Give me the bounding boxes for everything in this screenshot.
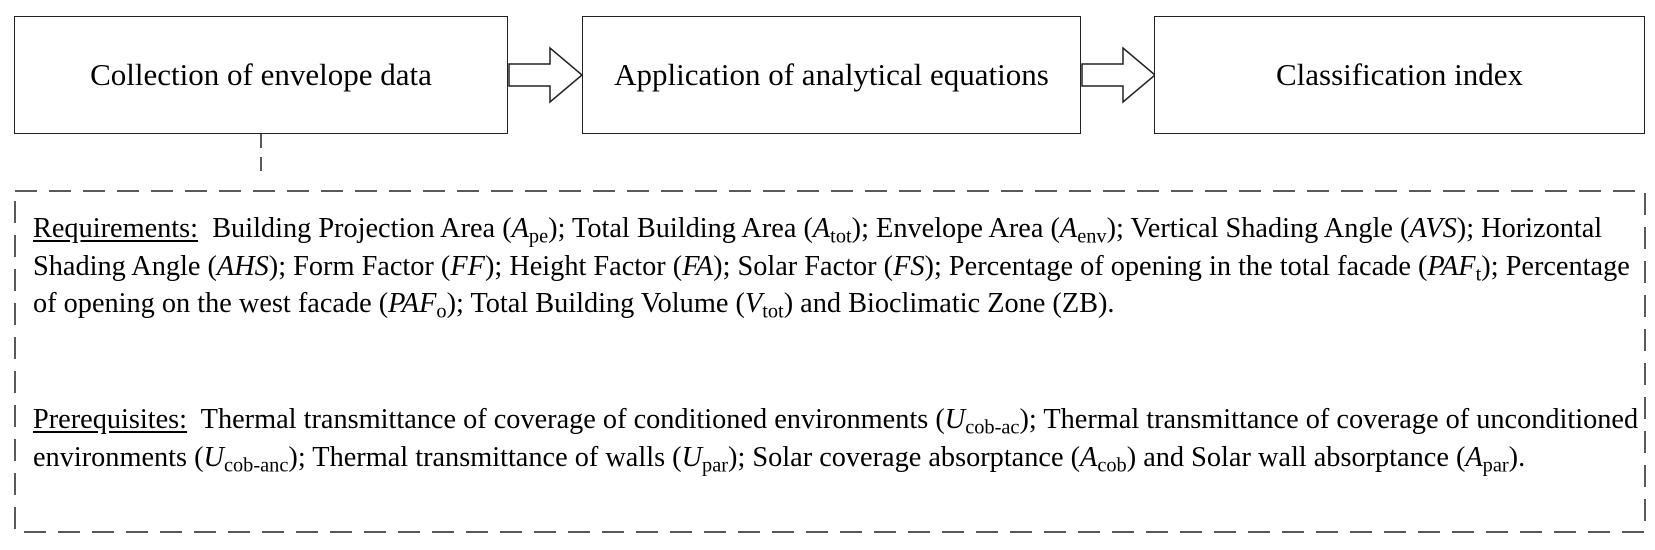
prerequisites-item-subscript: par	[1482, 454, 1509, 477]
step-box-classification-index	[1154, 16, 1645, 134]
prerequisites-item-text: Thermal transmittance of coverage of conditioned environments (	[200, 404, 945, 435]
requirements-item-symbol: FS	[893, 250, 925, 282]
dashed-connector	[0, 134, 1655, 194]
step-box-analytical-equations	[582, 16, 1081, 134]
requirements-item-text: Total Building Volume (	[470, 288, 745, 319]
requirements-item-text: Envelope Area (	[876, 213, 1060, 244]
requirements-item-text: Total Building Area (	[572, 213, 813, 244]
requirements-item-text: Percentage of opening on the west facade (	[33, 250, 1630, 319]
prerequisites-heading: Prerequisites:	[33, 404, 188, 435]
prerequisites-item-symbol: A	[1465, 441, 1483, 473]
prerequisites-item-subscript: par	[702, 454, 729, 477]
requirements-item-symbol: FA	[682, 250, 714, 282]
prerequisites-item-text: )	[288, 441, 298, 473]
requirements-item-text: Form Factor (	[293, 250, 451, 282]
requirements-item-symbol: A	[1059, 213, 1078, 244]
requirements-item-symbol: AHS	[216, 250, 269, 282]
requirements-item-subscript: tot	[762, 300, 784, 323]
requirements-item-text: )	[446, 288, 456, 319]
requirements-item-text: )	[1106, 213, 1117, 244]
arrow-right-icon	[1081, 46, 1157, 104]
requirements-text: Requirements: Building Projection Area $(A_{pe})$; Total Building Area $(A_{tot})$; Envelope Area $(A_{env})$; Vertical Shading Angle (AVS); Horizontal Shading Angle (AHS); Form Factor (FF); Height Factor (FA); Solar Factor (FS); Percentage of opening in the total facade $(PAF_t)$; Percentage of opening on the west facade $(PAF_o)$; Total Building Volume $(V_{tot})$ and Bioclimatic Zone (ZB).	[33, 213, 1630, 323]
requirements-item-text: )	[713, 250, 723, 282]
requirements-heading: Requirements:	[33, 213, 199, 244]
requirements-item-text: Height Factor (	[509, 250, 683, 282]
arrow-right-icon	[508, 46, 584, 104]
prerequisites-item-text: Solar coverage absorptance (	[752, 441, 1081, 473]
requirements-item-text: )	[1481, 250, 1491, 282]
requirements-item-subscript: o	[436, 300, 447, 323]
prerequisites-item-subscript: cob-anc	[223, 454, 289, 477]
prerequisites-item-text: Thermal transmittance of coverage of unconditioned environments (	[33, 404, 1639, 473]
step-label-analytical-equations: Application of analytical equations	[614, 57, 1049, 93]
prerequisites-item-text: Thermal transmittance of walls (	[312, 441, 682, 473]
requirements-item-text: Solar Factor (	[737, 250, 894, 282]
requirements-item-text: )	[484, 250, 495, 282]
requirements-item-symbol: PAF	[388, 288, 437, 319]
requirements-item-text: ) and Bioclimatic Zone (ZB).	[783, 288, 1115, 319]
requirements-item-subscript: env	[1077, 225, 1107, 248]
prerequisites-item-symbol: U	[681, 441, 703, 473]
requirements-item-text: )	[548, 213, 558, 244]
requirements-item-symbol: V	[744, 288, 763, 319]
prerequisites-item-symbol: U	[203, 441, 224, 473]
prerequisites-text: Prerequisites: Thermal transmittance of coverage of conditioned environments $(U_{cob-ac})$; Thermal transmittance of coverage of unconditioned environments $(U_{cob-anc})$; Thermal transmittance of walls $(U_{par})$; Solar coverage absorptance $(A_{cob})$ and Solar wall absorptance $(A_{par})$.	[33, 404, 1639, 477]
prerequisites-item-text: ).	[1508, 441, 1526, 473]
requirements-item-symbol: FF	[450, 250, 485, 282]
requirements-item-text: )	[1456, 213, 1467, 244]
requirements-item-text: Horizontal Shading Angle (	[33, 213, 1603, 282]
requirements-item-text: Building Projection Area (	[212, 213, 512, 244]
prerequisites-item-text: )	[728, 441, 738, 473]
requirements-item-symbol: AVS	[1409, 213, 1457, 244]
step-box-collection	[14, 16, 508, 134]
prerequisites-item-symbol: A	[1080, 441, 1098, 473]
step-label-collection: Collection of envelope data	[90, 57, 432, 93]
step-label-classification-index: Classification index	[1275, 57, 1524, 93]
prerequisites-item-subscript: cob-ac	[965, 416, 1020, 439]
requirements-item-symbol: A	[812, 213, 831, 244]
requirements-item-text: Percentage of opening in the total facade (	[948, 250, 1428, 282]
requirements-item-subscript: tot	[830, 225, 852, 248]
requirements-item-subscript: pe	[528, 225, 549, 248]
requirements-item-text: )	[924, 250, 934, 282]
requirements-item-text: Vertical Shading Angle (	[1130, 213, 1410, 244]
requirements-item-symbol: A	[511, 213, 529, 244]
requirements-item-text: )	[851, 213, 862, 244]
requirements-item-text: )	[268, 250, 279, 282]
prerequisites-item-subscript: cob	[1097, 454, 1127, 477]
requirements-item-subscript: t	[1475, 263, 1482, 286]
prerequisites-item-text: )	[1019, 404, 1029, 435]
prerequisites-item-symbol: U	[944, 404, 966, 435]
requirements-item-symbol: PAF	[1427, 250, 1476, 282]
prerequisites-item-text: ) and Solar wall absorptance (	[1126, 441, 1466, 473]
